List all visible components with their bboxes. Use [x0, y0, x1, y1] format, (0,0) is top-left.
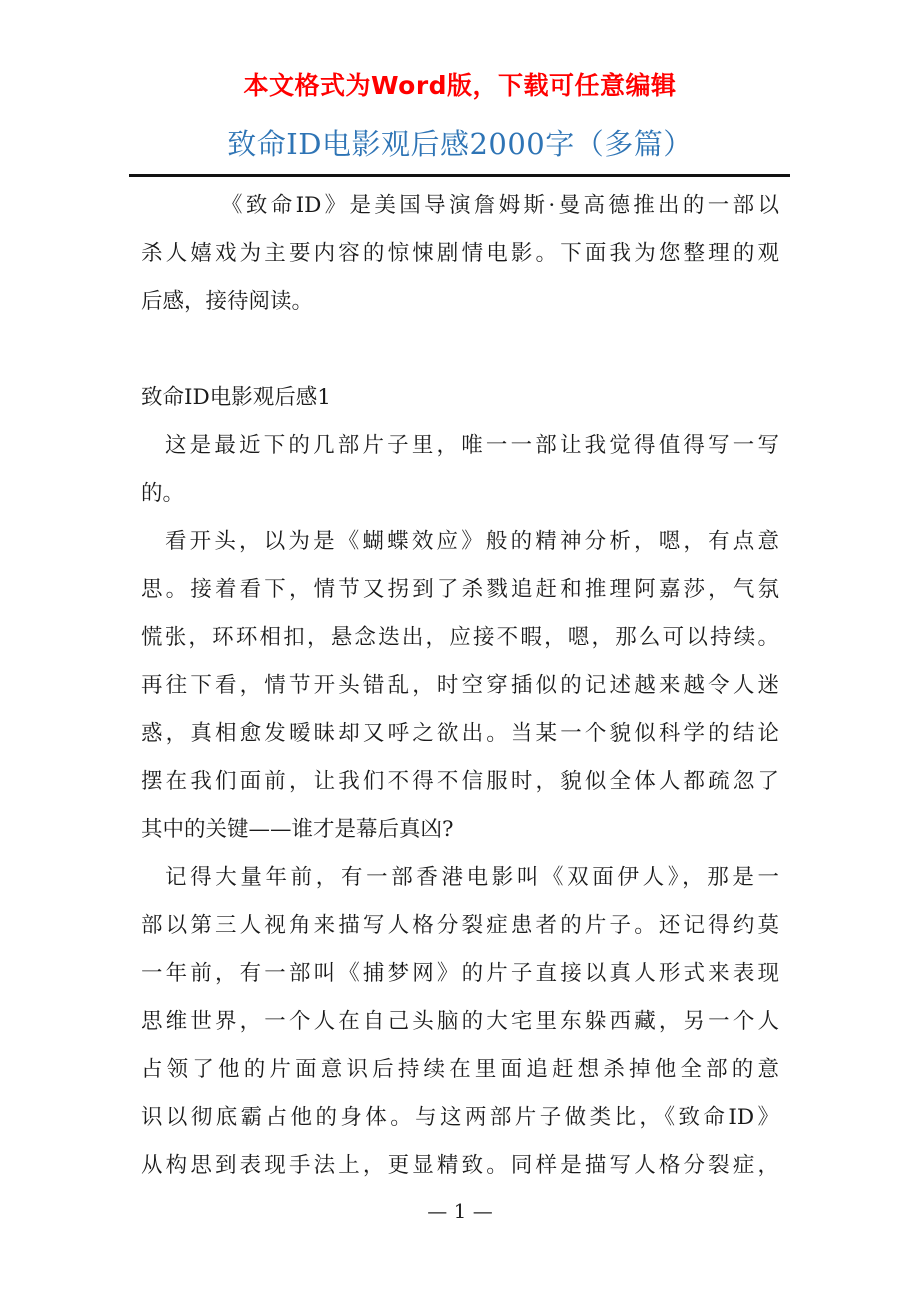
text-line: 部以第三人视角来描写人格分裂症患者的片子。还记得约莫 — [141, 913, 779, 938]
text-line: 后感，接待阅读。 — [141, 289, 314, 314]
paragraph-3 — [141, 854, 779, 1190]
text-line: 思维世界，一个人在自己头脑的大宅里东躲西藏，另一个人 — [141, 1009, 779, 1034]
section-heading: 致命ID电影观后感1 — [141, 385, 331, 410]
text-line: 占领了他的片面意识后持续在里面追赶想杀掉他全部的意 — [141, 1057, 779, 1082]
text-line: 惑，真相愈发暧昧却又呼之欲出。当某一个貌似科学的结论 — [141, 721, 779, 746]
text-line: 看开头，以为是《蝴蝶效应》般的精神分析，嗯，有点意 — [165, 529, 779, 554]
text-line: 识以彻底霸占他的身体。与这两部片子做类比，《致命ID》 — [141, 1105, 779, 1130]
text-line: 杀人嬉戏为主要内容的惊悚剧情电影。下面我为您整理的观 — [141, 241, 779, 266]
text-line: 再往下看，情节开头错乱，时空穿插似的记述越来越令人迷 — [141, 673, 779, 698]
text-line: 《致命ID》是美国导演詹姆斯·曼高德推出的一部以 — [221, 193, 779, 218]
title-divider — [129, 174, 790, 177]
intro-paragraph — [141, 182, 779, 326]
text-line: 其中的关键——谁才是幕后真凶? — [141, 817, 454, 842]
paragraph-2 — [141, 518, 779, 854]
format-notice-banner: 本文格式为Word版，下载可任意编辑 — [243, 71, 677, 100]
text-line: 记得大量年前，有一部香港电影叫《双面伊人》，那是一 — [165, 865, 779, 890]
document-title: 致命ID电影观后感2000字（多篇） — [227, 127, 693, 161]
blank-line — [141, 326, 779, 374]
text-line: 摆在我们面前，让我们不得不信服时，貌似全体人都疏忽了 — [141, 769, 779, 794]
document-body — [141, 182, 779, 1190]
text-line: 的。 — [141, 481, 185, 506]
text-line: 慌张，环环相扣，悬念迭出，应接不暇，嗯，那么可以持续。 — [141, 625, 779, 650]
text-line: 思。接着看下，情节又拐到了杀戮追赶和推理阿嘉莎，气氛 — [141, 577, 779, 602]
paragraph-1 — [141, 422, 779, 518]
page-number: — 1 — — [427, 1199, 493, 1223]
text-line: 一年前，有一部叫《捕梦网》的片子直接以真人形式来表现 — [141, 961, 779, 986]
text-line: 从构思到表现手法上，更显精致。同样是描写人格分裂症， — [141, 1153, 779, 1178]
text-line: 这是最近下的几部片子里，唯一一部让我觉得值得写一写 — [165, 433, 779, 458]
